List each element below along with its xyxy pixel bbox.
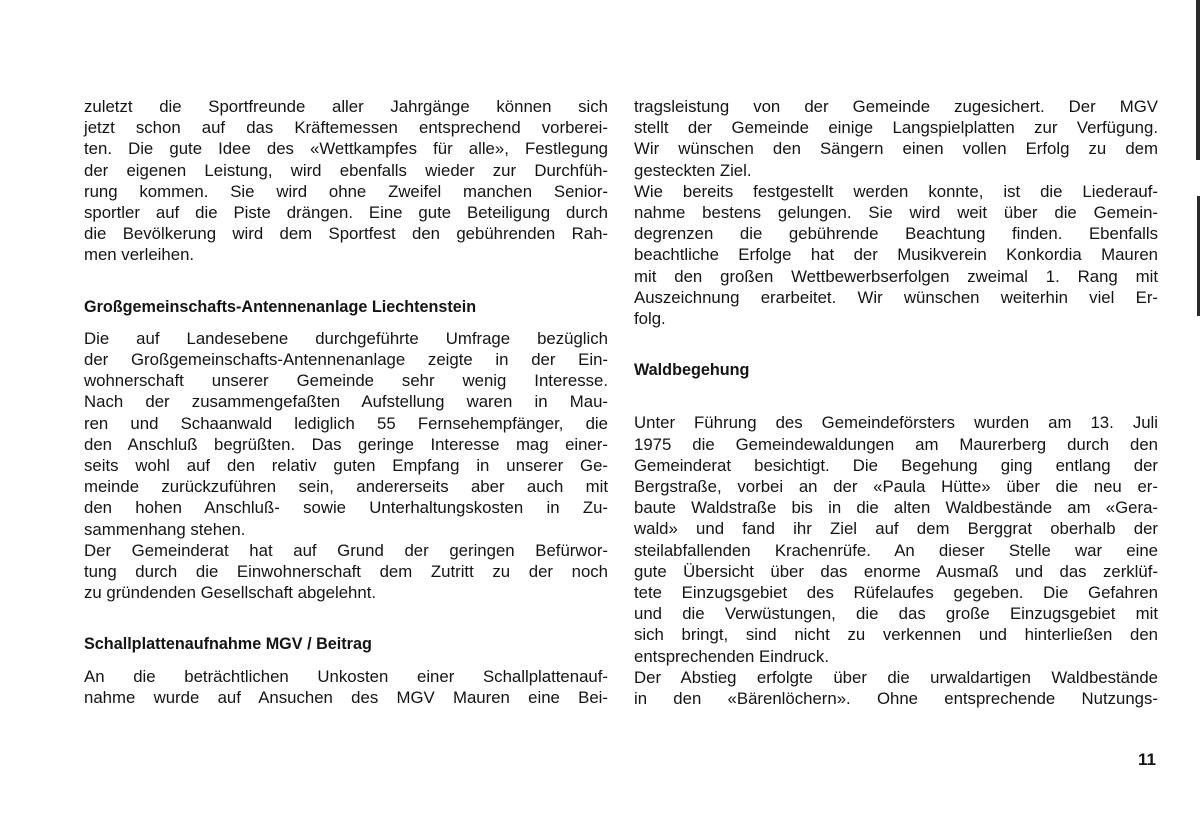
text-line: der Großgemeinschafts-Antennenanlage zeigte in der Ein-	[84, 350, 608, 370]
text-line: Der Abstieg erfolgte über die urwaldartigen Waldbestände	[634, 667, 1158, 687]
text-line: zuletzt die Sportfreunde aller Jahrgänge können sich	[84, 97, 608, 116]
paragraph-record-continued	[634, 96, 1158, 181]
text-line: nahme bestens gelungen. Sie wird weit über die Gemein-	[634, 203, 1158, 223]
text-line: in den «Bärenlöchern». Ohne entsprechende Nutzungs-	[634, 689, 1158, 709]
text-line: Wie bereits festgestellt werden konnte, ist die Liederauf-	[634, 181, 1158, 201]
text-line: rung kommen. Sie wird ohne Zweifel manchen Senior-	[84, 181, 608, 201]
text-line: meinde zurückzuführen sein, andererseits aber auch mit	[84, 477, 608, 497]
text-line: ren und Schaanwald lediglich 55 Fernsehempfänger, die	[84, 413, 608, 433]
text-line: Der Gemeinderat hat auf Grund der geringen Befürwor-	[84, 540, 608, 560]
text-line: gute Übersicht über das enorme Ausmaß und das zerklüf-	[634, 561, 1158, 581]
paragraph-antenna-decision	[84, 540, 608, 604]
text-line: gesteckten Ziel.	[634, 160, 752, 180]
text-line: tete Einzugsgebiet des Rüfelaufes gegeben. Die Gefahren	[634, 583, 1158, 603]
paragraph-antenna-survey	[84, 328, 608, 540]
text-line: steilabfallenden Krachenrüfe. An dieser Stelle war eine	[634, 540, 1158, 560]
text-line: An die beträchtlichen Unkosten einer Schallplattenauf-	[84, 666, 608, 686]
scan-edge-shadow	[1196, 0, 1200, 160]
text-line: Wir wünschen den Sängern einen vollen Erfolg zu dem	[634, 139, 1158, 159]
text-line: den hohen Anschluß- sowie Unterhaltungskosten in Zu-	[84, 498, 608, 518]
text-line: 1975 die Gemeindewaldungen am Maurerberg durch den	[634, 434, 1158, 454]
text-line: stellt der Gemeinde einige Langspielplatten zur Verfügung.	[634, 118, 1158, 138]
text-line: seits wohl auf den relativ guten Empfang in unserer Ge-	[84, 456, 608, 476]
text-line: jetzt schon auf das Kräftemessen entsprechend vorberei-	[84, 118, 608, 138]
text-line: wald» und fand ihr Ziel auf dem Berggrat oberhalb der	[634, 519, 1158, 539]
text-line: und die Verwüstungen, die das große Einzugsgebiet mit	[634, 604, 1158, 624]
heading-record: Schallplattenaufnahme MGV / Beitrag	[84, 635, 372, 654]
paragraph-sport-festival	[84, 96, 608, 266]
paragraph-record-result	[634, 181, 1158, 329]
text-line: nahme wurde auf Ansuchen des MGV Mauren eine Bei-	[84, 687, 608, 707]
right-column	[634, 96, 1158, 709]
heading-antenna: Großgemeinschafts-Antennenanlage Liechtenstein	[84, 297, 477, 316]
paragraph-record	[84, 666, 608, 708]
text-line: mit den großen Wettbewerbserfolgen zweimal 1. Rang mit	[634, 266, 1158, 286]
text-line: Unter Führung des Gemeindeförsters wurden am 13. Juli	[634, 413, 1158, 433]
text-line: Gemeinderat besichtigt. Die Begehung ging entlang der	[634, 455, 1158, 475]
page-number: 11	[1138, 750, 1156, 769]
text-line: sich bringt, sind nicht zu verkennen und hinterließen den	[634, 625, 1158, 645]
text-line: wohnerschaft unserer Gemeinde sehr wenig Interesse.	[84, 371, 608, 391]
text-line: sammenhang stehen.	[84, 519, 246, 539]
text-line: Bergstraße, vorbei an der «Paula Hütte» über die neu er-	[634, 477, 1158, 497]
text-line: baute Waldstraße bis in die alten Waldbestände am «Gera-	[634, 498, 1158, 518]
text-line: tragsleistung von der Gemeinde zugesichert. Der MGV	[634, 97, 1158, 116]
text-line: Auszeichnung erarbeitet. Wir wünschen weiterhin viel Er-	[634, 287, 1158, 307]
paragraph-descent	[634, 667, 1158, 709]
text-line: entsprechenden Eindruck.	[634, 646, 829, 666]
text-line: zu gründenden Gesellschaft abgelehnt.	[84, 583, 377, 603]
text-line: tung durch die Einwohnerschaft dem Zutritt zu der noch	[84, 562, 608, 582]
paragraph-forest-walk	[634, 412, 1158, 666]
text-line: degrenzen die gebührende Beachtung finden. Ebenfalls	[634, 224, 1158, 244]
text-line: sportler auf die Piste drängen. Eine gute Beteiligung durch	[84, 203, 608, 223]
text-line: men verleihen.	[84, 245, 195, 265]
heading-forest-walk: Waldbegehung	[634, 361, 750, 380]
left-column	[84, 96, 608, 708]
text-line: die Bevölkerung wird dem Sportfest den gebührenden Rah-	[84, 224, 608, 244]
text-line: der eigenen Leistung, wird ebenfalls wieder zur Durchfüh-	[84, 160, 608, 180]
text-line: den Anschluß begrüßten. Das geringe Interesse mag einer-	[84, 434, 608, 454]
text-line: Nach der zusammengefaßten Aufstellung waren in Mau-	[84, 392, 608, 412]
text-line: folg.	[634, 309, 666, 329]
text-line: beachtliche Erfolge hat der Musikverein Konkordia Mauren	[634, 245, 1158, 265]
text-line: Die auf Landesebene durchgeführte Umfrage bezüglich	[84, 328, 608, 348]
text-line: ten. Die gute Idee des «Wettkampfes für alle», Festlegung	[84, 139, 608, 159]
